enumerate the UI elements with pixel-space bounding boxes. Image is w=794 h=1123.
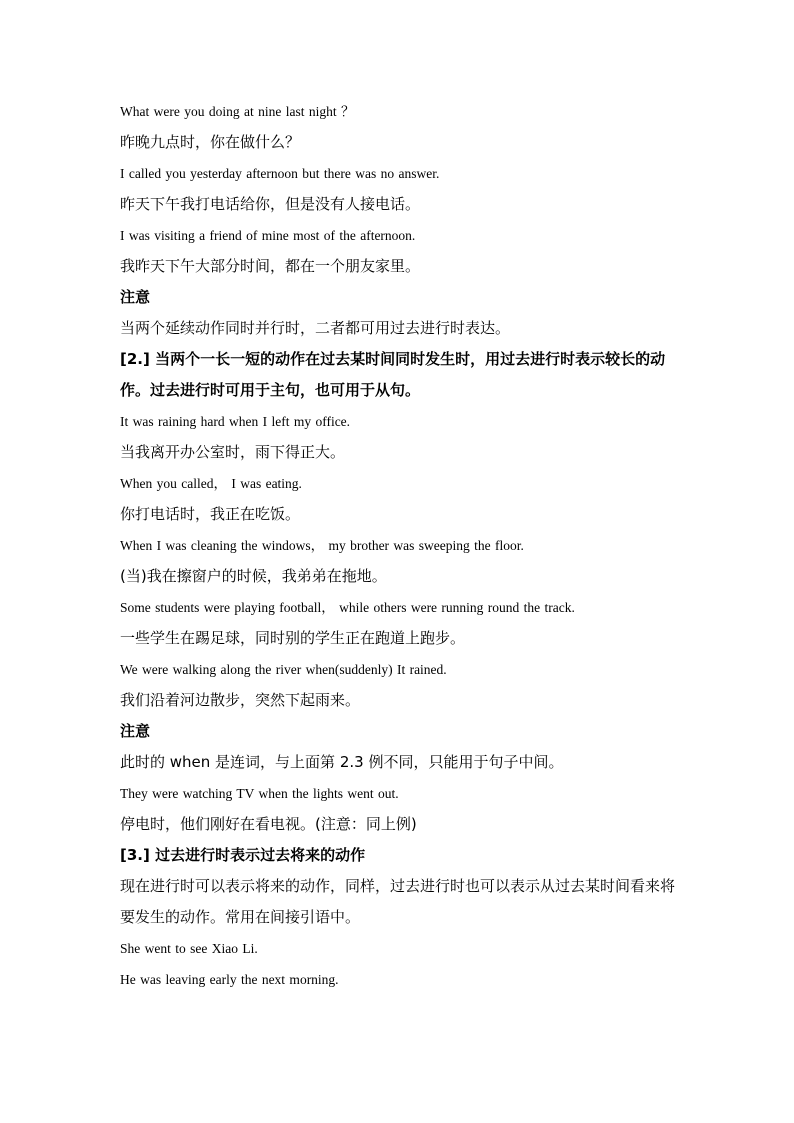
example-sentence-en: We were walking along the river when(suddenly) It rained. bbox=[120, 662, 447, 677]
example-sentence-en: I called you yesterday afternoon but there was no answer. bbox=[120, 166, 440, 181]
example-sentence-en: When you called， I was eating. bbox=[120, 476, 302, 491]
note-heading: 注意 bbox=[120, 722, 151, 740]
translation-zh: 当我离开办公室时，雨下得正大。 bbox=[120, 443, 346, 461]
example-sentence-en: It was raining hard when I left my office. bbox=[120, 414, 351, 429]
translation-zh: (当)我在擦窗户的时候，我弟弟在拖地。 bbox=[120, 567, 387, 585]
translation-zh: 你打电话时，我正在吃饭。 bbox=[120, 505, 301, 523]
translation-zh: 我们沿着河边散步，突然下起雨来。 bbox=[120, 691, 361, 709]
translation-zh: 我昨天下午大部分时间，都在一个朋友家里。 bbox=[120, 257, 421, 275]
note-heading: 注意 bbox=[120, 288, 151, 306]
translation-zh: 昨晚九点时，你在做什么？ bbox=[120, 133, 301, 151]
translation-zh: 停电时，他们刚好在看电视。(注意：同上例) bbox=[120, 815, 417, 833]
example-sentence-en: He was leaving early the next morning. bbox=[120, 972, 339, 987]
example-sentence-en: She went to see Xiao Li. bbox=[120, 941, 258, 956]
note-text: 此时的 when 是连词，与上面第 2.3 例不同，只能用于句子中间。 bbox=[120, 753, 564, 771]
example-sentence-en: When I was cleaning the windows， my brother was sweeping the floor. bbox=[120, 538, 524, 553]
note-text: 当两个延续动作同时并行时，二者都可用过去进行时表达。 bbox=[120, 319, 511, 337]
section-heading-2: [2.] 当两个一长一短的动作在过去某时间同时发生时，用过去进行时表示较长的动作。过去进行时可用于主句，也可用于从句。 bbox=[120, 350, 666, 399]
example-sentence-en: Some students were playing football， while others were running round the track. bbox=[120, 600, 575, 615]
example-sentence-en: They were watching TV when the lights went out. bbox=[120, 786, 399, 801]
example-sentence-en: What were you doing at nine last night ？ bbox=[120, 104, 355, 119]
section-heading-3: [3.] 过去进行时表示过去将来的动作 bbox=[120, 846, 366, 864]
translation-zh: 一些学生在踢足球，同时别的学生正在跑道上跑步。 bbox=[120, 629, 466, 647]
section-body-text: 现在进行时可以表示将来的动作，同样，过去进行时也可以表示从过去某时间看来将要发生的动作。常用在间接引语中。 bbox=[120, 877, 676, 926]
translation-zh: 昨天下午我打电话给你，但是没有人接电话。 bbox=[120, 195, 421, 213]
example-sentence-en: I was visiting a friend of mine most of the afternoon. bbox=[120, 228, 416, 243]
document-body bbox=[120, 96, 680, 995]
